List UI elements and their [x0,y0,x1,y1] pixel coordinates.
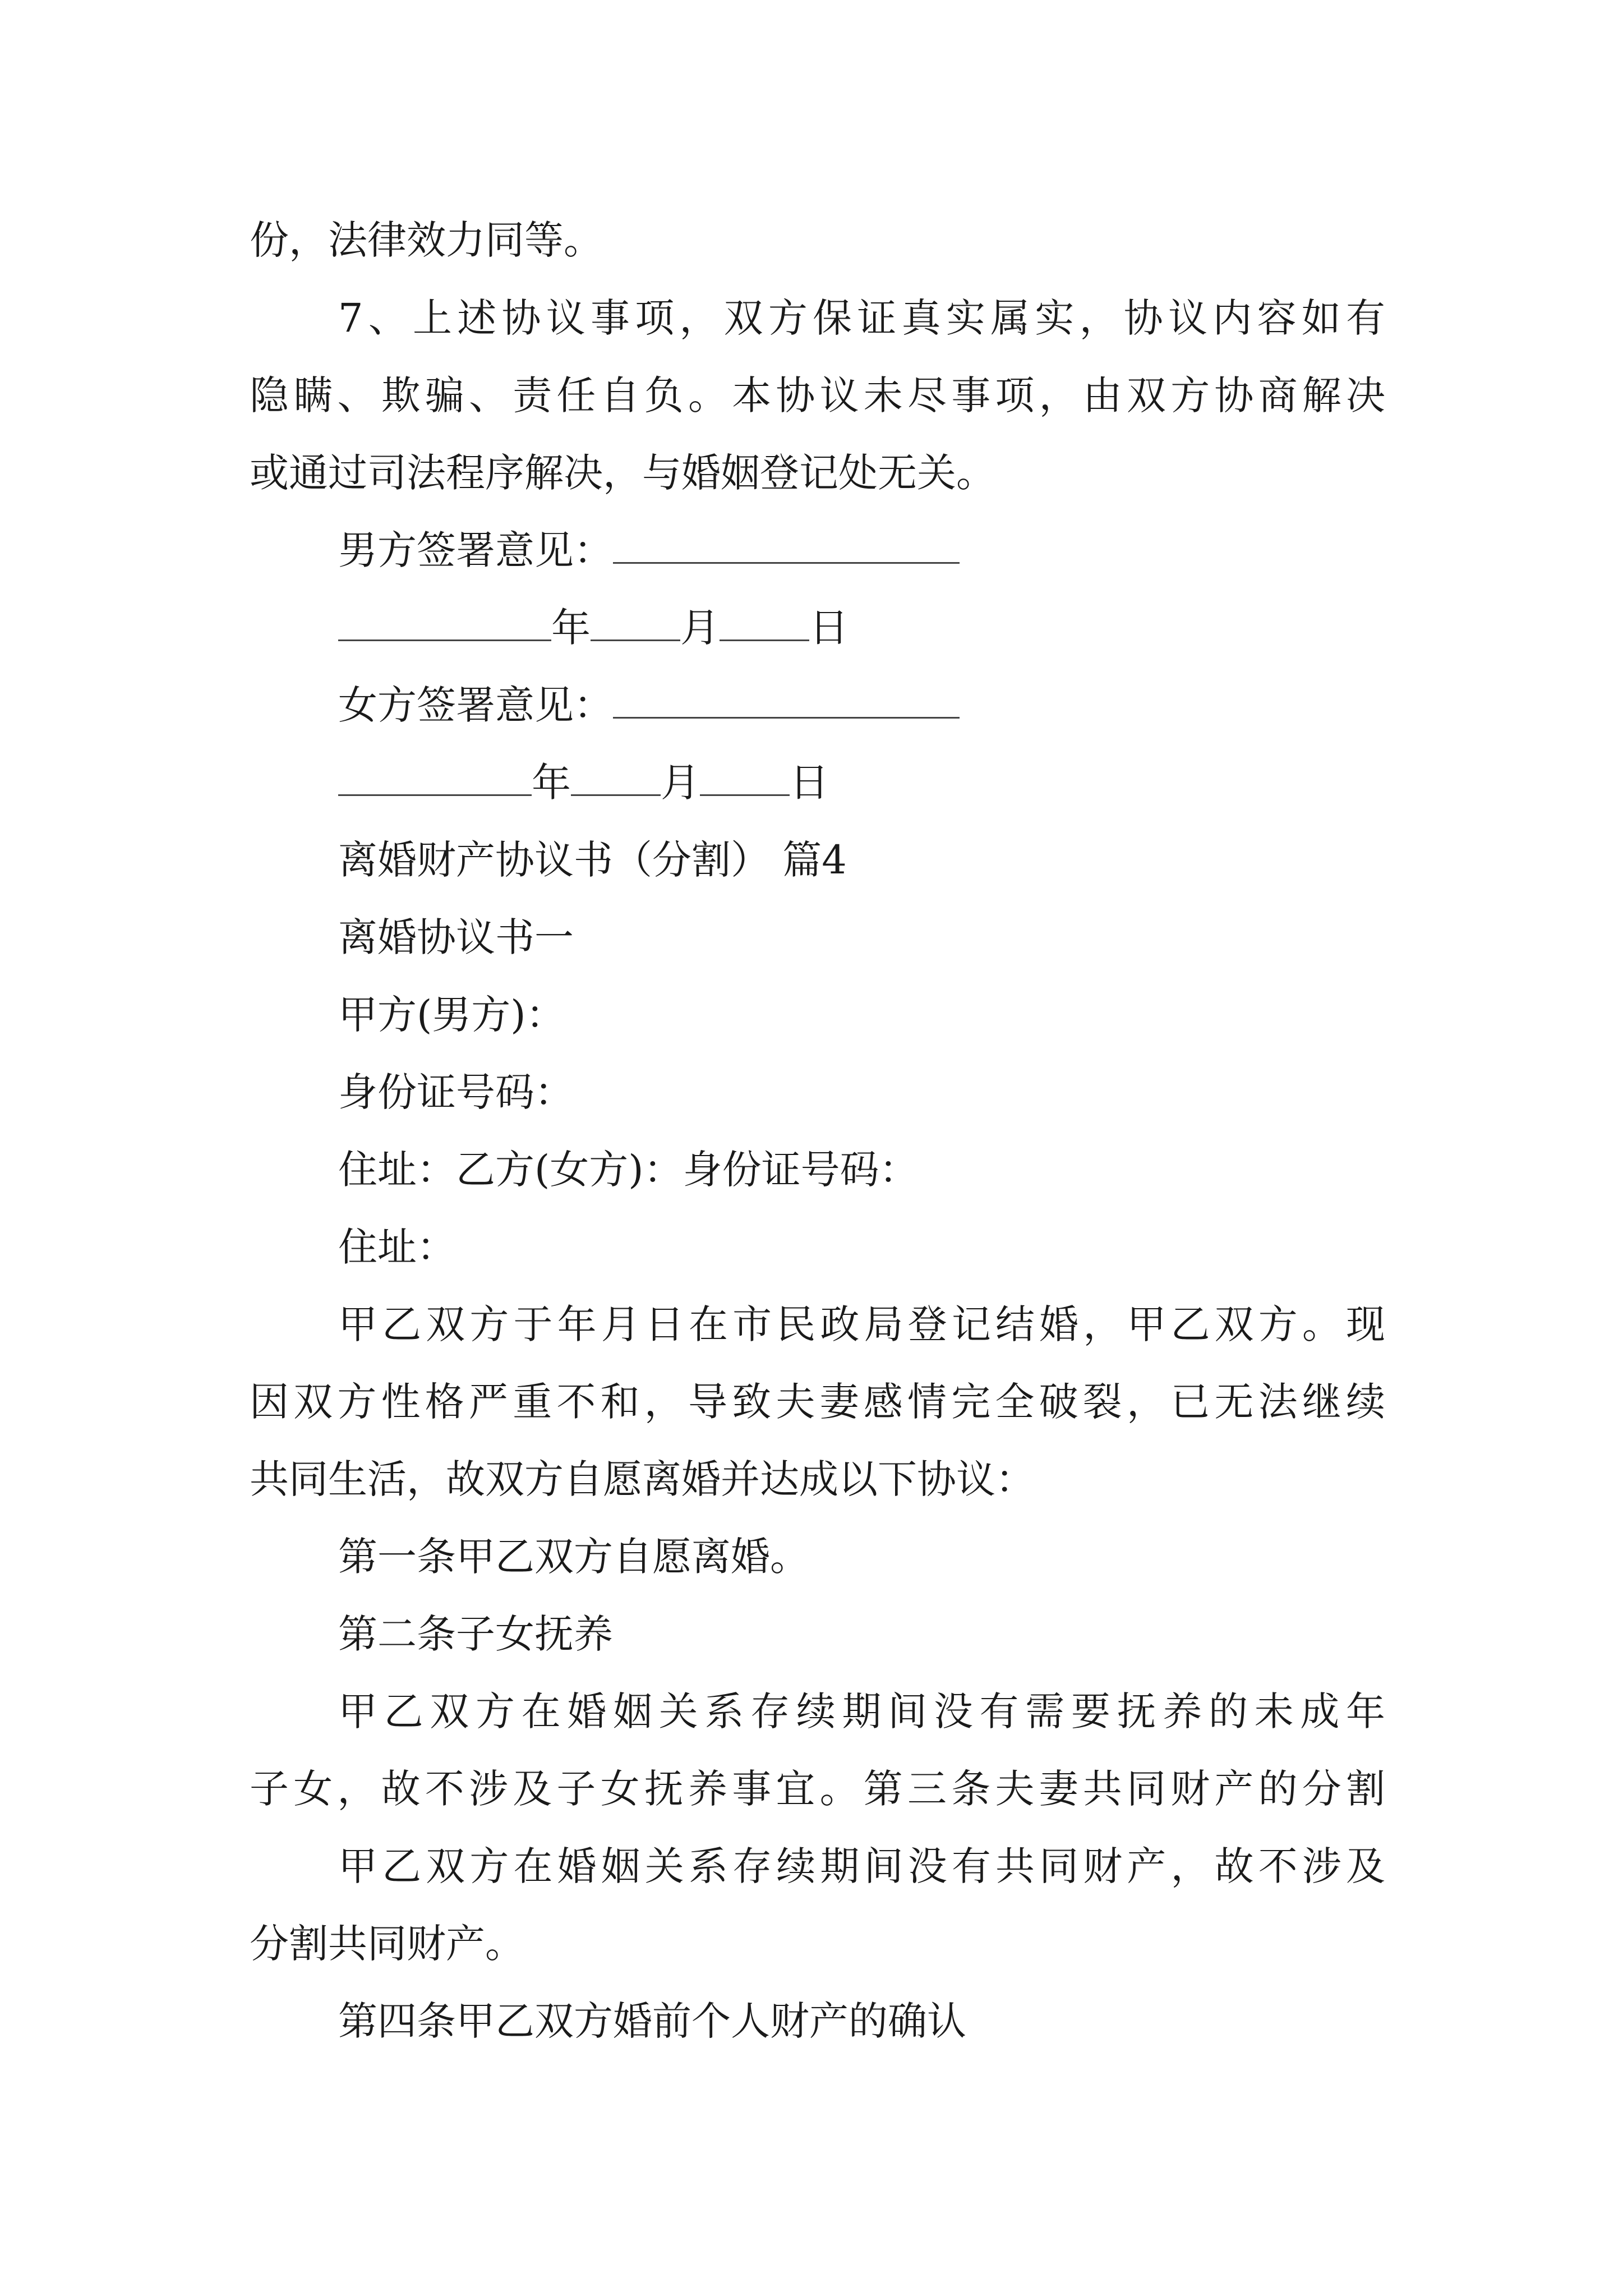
section-heading: 离婚财产协议书（分割） 篇4 [338,837,847,883]
male-signature-blank[interactable] [613,527,960,564]
text-line: 或通过司法程序解决，与婚姻登记处无关。 [250,450,995,496]
day-blank[interactable] [720,605,809,641]
text-line: 甲乙双方在婚姻关系存续期间没有共同财产，故不涉及 [338,1843,1385,1889]
id-number-field: 身份证号码： [338,1069,574,1115]
female-signature-label: 女方签署意见： [338,682,613,728]
text-line: 子女，故不涉及子女抚养事宜。第三条夫妻共同财产的分割 [250,1766,1385,1812]
male-signature-label: 男方签署意见： [338,527,613,573]
text-line: 甲乙双方于年月日在市民政局登记结婚，甲乙双方。现 [338,1301,1385,1347]
article-1: 第一条甲乙双方自愿离婚。 [338,1534,809,1580]
party-a-field: 甲方(男方)： [338,992,565,1038]
text-line: 共同生活，故双方自愿离婚并达成以下协议： [250,1456,1035,1502]
text-line: 隐瞒、欺骗、责任自负。本协议未尽事项，由双方协商解决 [250,372,1385,418]
female-signature-blank[interactable] [613,682,960,719]
address-field: 住址： [338,1224,456,1270]
month-blank[interactable] [591,605,680,641]
day-label: 日 [809,605,849,651]
date-line-male [338,602,849,653]
month-label: 月 [680,605,720,651]
text-line: 分割共同财产。 [250,1921,524,1967]
month-blank[interactable] [571,760,661,796]
text-line: 甲乙双方在婚姻关系存续期间没有需要抚养的未成年 [338,1688,1385,1734]
year-blank[interactable] [338,760,532,796]
year-blank[interactable] [338,605,551,641]
sub-heading: 离婚协议书一 [338,914,574,960]
article-2-heading: 第二条子女抚养 [338,1611,613,1657]
text-line: 因双方性格严重不和，导致夫妻感情完全破裂，已无法继续 [250,1379,1385,1425]
address-party-b-field: 住址：乙方(女方)：身份证号码： [338,1147,919,1193]
day-label: 日 [790,760,829,806]
article-4-heading: 第四条甲乙双方婚前个人财产的确认 [338,1998,966,2044]
year-label: 年 [532,760,571,806]
day-blank[interactable] [700,760,790,796]
male-signature-line [338,525,960,576]
date-line-female [338,757,829,808]
text-line: 7、上述协议事项，双方保证真实属实，协议内容如有 [338,295,1385,341]
female-signature-line [338,680,960,730]
month-label: 月 [661,760,700,806]
year-label: 年 [551,605,591,651]
text-line: 份，法律效力同等。 [250,217,603,263]
